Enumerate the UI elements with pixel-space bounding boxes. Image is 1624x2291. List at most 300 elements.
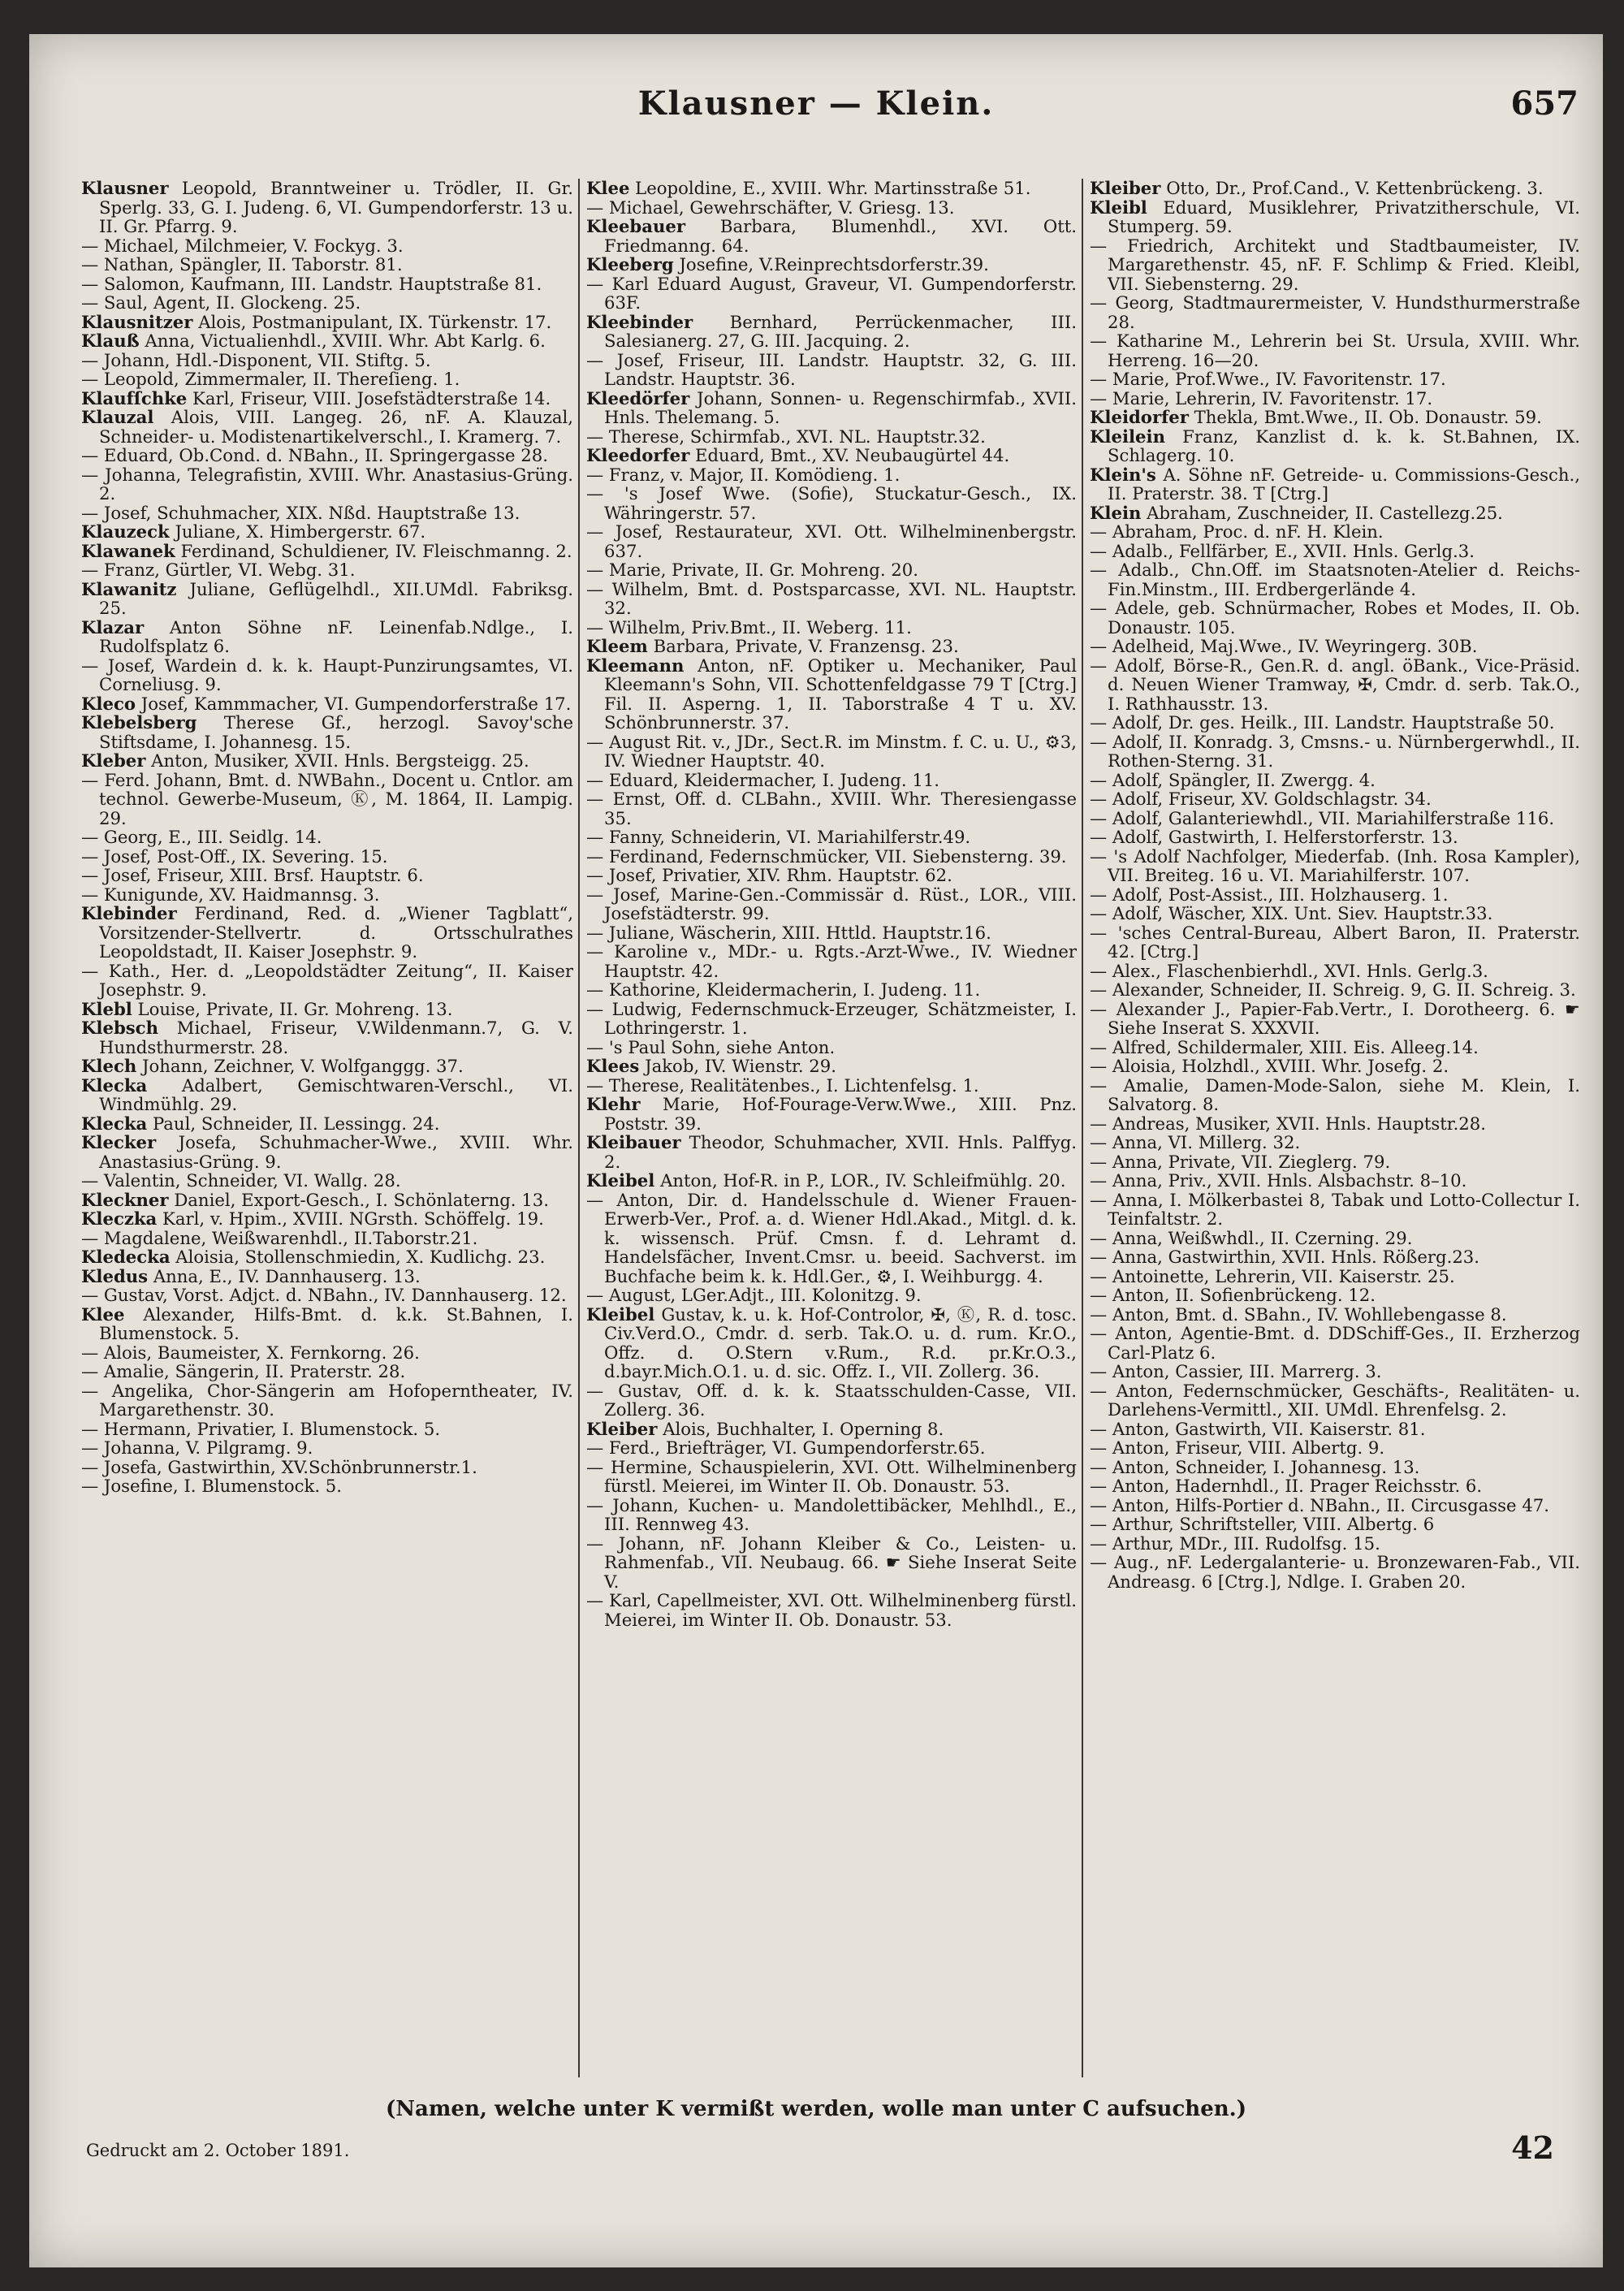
entry-details: — Andreas, Musiker, XVII. Hnls. Hauptstr.28. (1090, 1113, 1486, 1134)
entry-details: — Anton, Hadernhdl., II. Prager Reichsstr. 6. (1090, 1476, 1483, 1496)
entry-details: — Katharine M., Lehrerin bei St. Ursula, XVIII. Whr. Herreng. 16—20. (1090, 331, 1580, 370)
directory-entry (1090, 1420, 1580, 1439)
directory-entry (586, 828, 1077, 847)
entry-surname: Klee (586, 179, 630, 198)
entry-details: Alois, Postmanipulant, IX. Türkenstr. 17. (192, 311, 552, 332)
directory-entry (586, 522, 1077, 560)
entry-details: — Abraham, Proc. d. nF. H. Klein. (1090, 521, 1384, 542)
directory-entry (1090, 1476, 1580, 1496)
entry-details: — Kathorine, Kleidermacherin, I. Judeng. 11. (586, 979, 981, 1000)
entry-details: Barbara, Private, V. Franzensg. 23. (647, 636, 959, 656)
entry-surname: Klawanek (81, 540, 175, 561)
directory-page (29, 34, 1603, 2267)
directory-entry (1090, 293, 1580, 331)
entry-details: Josefine, V.Reinprechtsdorferstr.39. (673, 254, 989, 274)
directory-entry (81, 465, 573, 504)
entry-details: Ferdinand, Schuldiener, IV. Fleischmanng. 2. (175, 540, 572, 561)
entry-details: — Gustav, Vorst. Adjct. d. NBahn., IV. Dannhauserg. 12. (81, 1285, 567, 1305)
directory-entry (81, 1057, 573, 1076)
directory-entry (586, 618, 1077, 638)
entry-surname: Klebelsberg (81, 712, 197, 733)
entry-details: — Amalie, Damen-Mode-Salon, siehe M. Klein, I. Salvatorg. 8. (1090, 1074, 1580, 1114)
column-right (1082, 179, 1585, 2077)
entry-details: — Franz, v. Major, II. Komödieng. 1. (586, 464, 901, 485)
directory-entry (586, 560, 1077, 580)
entry-details: — Johann, nF. Johann Kleiber & Co., Leisten- u. Rahmenfab., VII. Neubaug. 66. ☛ Siehe Inserat Seite V. (586, 1532, 1077, 1592)
entry-details: Anna, E., IV. Dannhauserg. 13. (148, 1265, 421, 1286)
directory-entry (1090, 522, 1580, 542)
entry-surname: Klauzeck (81, 521, 170, 542)
entry-details: Gustav, k. u. k. Hof-Controlor, ✠, Ⓚ, R. d. tosc. Civ.Verd.O., Cmdr. d. serb. Tak.O. u. d. rum. Kr.O., Offz. d. O.Stern v.Rum., R.d. pr.Kr.O.3., d.bayr.Mich.O.1. u. d. sic. Offz. I., VII. Zollerg. 36. (604, 1303, 1077, 1381)
entry-details: Michael, Friseur, V.Wildenmann.7, G. V. Hundsthurmerstr. 28. (99, 1018, 573, 1057)
directory-entry (1090, 1076, 1580, 1114)
entry-details: — Adolf, Galanteriewhdl., VII. Mariahilferstraße 116. (1090, 807, 1555, 828)
entry-details: — Michael, Milchmeier, V. Fockyg. 3. (81, 235, 404, 256)
entry-surname: Klawanitz (81, 578, 177, 599)
entry-details: — Anton, Schneider, I. Johannesg. 13. (1090, 1456, 1420, 1477)
entry-details: — Antoinette, Lehrerin, VII. Kaiserstr. 25. (1090, 1265, 1455, 1286)
directory-entry (81, 1133, 573, 1171)
entry-details: — Therese, Schirmfab., XVI. NL. Hauptstr.32. (586, 426, 986, 447)
entry-details: Barbara, Blumenhdl., XVI. Ott. Friedmanng. 64. (604, 216, 1077, 256)
directory-entry (1090, 962, 1580, 981)
directory-entry (1090, 465, 1580, 504)
entry-details: — Eduard, Ob.Cond. d. NBahn., II. Springergasse 28. (81, 445, 548, 465)
entry-details: Karl, v. Hpim., XVIII. NGrsth. Schöffelg. 19. (157, 1208, 544, 1229)
directory-entry (81, 446, 573, 465)
entry-details: — 's Adolf Nachfolger, Miederfab. (Inh. Rosa Kampler), VII. Breiteg. 16 u. VI. Mariahilferstr. 107. (1090, 845, 1580, 885)
directory-entry (1090, 1057, 1580, 1076)
directory-entry (586, 1438, 1077, 1458)
directory-entry (1090, 427, 1580, 465)
directory-entry (81, 504, 573, 523)
entry-details: — Adolf, Post-Assist., III. Holzhauserg. 1. (1090, 884, 1449, 905)
directory-entry (1090, 1191, 1580, 1229)
entry-surname: Kleczka (81, 1208, 158, 1229)
directory-entry (1090, 1324, 1580, 1362)
entry-details: — Josefine, I. Blumenstock. 5. (81, 1476, 343, 1496)
entry-details: Anton, nF. Optiker u. Mechaniker, Paul Kleemann's Sohn, VII. Schottenfeldgasse 79 T [Ctrg.] Fil. II. Asperng. 1, II. Taborstraße 4 T u. XV. Schönbrunnerstr. 37. (604, 655, 1077, 733)
entry-details: — Amalie, Sängerin, II. Praterstr. 28. (81, 1361, 406, 1381)
entry-details: — Therese, Realitätenbes., I. Lichtenfelsg. 1. (586, 1074, 979, 1096)
directory-entry (81, 1171, 573, 1191)
directory-entry (81, 1114, 573, 1134)
entry-details: — Anton, Friseur, VIII. Albertg. 9. (1090, 1437, 1385, 1458)
entry-surname: Kleem (586, 636, 648, 656)
directory-entry (81, 179, 573, 236)
entry-details: Louise, Private, II. Gr. Mohreng. 13. (132, 998, 453, 1019)
directory-entry (1090, 1286, 1580, 1305)
entry-details: Anton, Hof-R. in P., LOR., IV. Schleifmühlg. 20. (654, 1170, 1066, 1191)
entry-details: — Josef, Marine-Gen.-Commissär d. Rüst., LOR., VIII. Josefstädterstr. 99. (586, 884, 1077, 923)
sheet-number: 42 (1511, 2129, 1554, 2166)
entry-details: — Magdalene, Weißwarenhdl., II.Taborstr.21. (81, 1227, 478, 1248)
entry-details: — Adalb., Chn.Off. im Staatsnoten-Atelier d. Reichs-Fin.Minstm., III. Erdbergerlände 4. (1090, 560, 1580, 599)
directory-entry (1090, 236, 1580, 294)
entry-details: Marie, Hof-Fourage-Verw.Wwe., XIII. Pnz. Poststr. 39. (604, 1094, 1077, 1134)
entry-surname: Klein (1090, 502, 1142, 523)
directory-entry (81, 313, 573, 332)
entry-surname: Kleibel (586, 1303, 655, 1325)
directory-entry (81, 1343, 573, 1363)
directory-entry (81, 1381, 573, 1420)
directory-entry (1090, 408, 1580, 427)
directory-entry (81, 1209, 573, 1229)
directory-entry (81, 1286, 573, 1305)
entry-details: — Adolf, Spängler, II. Zwergg. 4. (1090, 769, 1376, 790)
directory-entry (1090, 1362, 1580, 1381)
entry-details: Ferdinand, Red. d. „Wiener Tagblatt“, Vorsitzender-Stellvertr. d. Ortsschulrathes Leopoldstadt, II. Kaiser Josephstr. 9. (99, 903, 573, 962)
directory-entry (586, 198, 1077, 218)
entry-details: — Wilhelm, Priv.Bmt., II. Weberg. 11. (586, 616, 912, 638)
entry-details: — Karl Eduard August, Graveur, VI. Gumpendorferstr. 63F. (586, 273, 1077, 313)
entry-surname: Klee (81, 1303, 125, 1325)
entry-surname: Klausner (81, 179, 169, 198)
directory-entry (586, 1171, 1077, 1191)
directory-entry (81, 580, 573, 618)
entry-details: — Adele, geb. Schnürmacher, Robes et Modes, II. Ob. Donaustr. 105. (1090, 598, 1580, 638)
entry-details: — Marie, Prof.Wwe., IV. Favoritenstr. 17. (1090, 369, 1446, 389)
directory-entry (586, 427, 1077, 447)
entry-details: Jakob, IV. Wienstr. 29. (639, 1056, 836, 1076)
entry-details: — Anna, I. Mölkerbastei 8, Tabak und Lotto-Collectur I. Teinfaltstr. 2. (1090, 1189, 1580, 1229)
entry-surname: Kleebinder (586, 311, 693, 332)
directory-entry (81, 1267, 573, 1286)
entry-surname: Kleidorfer (1090, 407, 1189, 427)
entry-details: — Josef, Schuhmacher, XIX. Nßd. Hauptstraße 13. (81, 502, 520, 523)
entry-details: Theodor, Schuhmacher, XVII. Hnls. Palffyg. 2. (604, 1132, 1077, 1172)
directory-entry (1090, 1515, 1580, 1534)
directory-entry (81, 331, 573, 351)
directory-entry (1090, 1267, 1580, 1286)
entry-details: — Saul, Agent, II. Glockeng. 25. (81, 292, 361, 313)
entry-details: — Karl, Capellmeister, XVI. Ott. Wilhelminenberg fürstl. Meierei, im Winter II. Ob. Donaustr. 53. (586, 1590, 1077, 1630)
entry-details: Alexander, Hilfs-Bmt. d. k.k. St.Bahnen, I. Blumenstock. 5. (99, 1303, 573, 1343)
directory-entry (1090, 1000, 1580, 1038)
directory-entry (81, 370, 573, 389)
entry-details: — Anton, Dir. d. Handelsschule d. Wiener Frauen-Erwerb-Ver., Prof. a. d. Wiener Hdl.Akad., Mitgl. d. k. k. wissensch. Prüf. Cmsn. f. d. Lehramt d. Handelsfächer, Invent.Cmsr. u. beeid. Sachverst. im Buchfache beim k. k. Hdl.Ger., ⚙, I. Weihburgg. 4. (586, 1189, 1077, 1286)
entry-details: — Johann, Hdl.-Disponent, VII. Stiftg. 5. (81, 349, 431, 370)
page-number: 657 (1510, 84, 1579, 123)
directory-entry (586, 1534, 1077, 1592)
entry-surname: Klecka (81, 1074, 148, 1096)
entry-surname: Klehr (586, 1094, 641, 1114)
entry-details: — Kunigunde, XV. Haidmannsg. 3. (81, 884, 380, 905)
entry-surname: Kleilein (1090, 426, 1165, 447)
directory-entry (586, 656, 1077, 733)
directory-entry (1090, 980, 1580, 1000)
directory-entry (81, 351, 573, 370)
entry-details: — Adolf, Gastwirth, I. Helferstorferstr. 13. (1090, 827, 1458, 847)
directory-entry (1090, 1152, 1580, 1172)
directory-entry (81, 694, 573, 714)
directory-entry (81, 1476, 573, 1496)
entry-details: Abraham, Zuschneider, II. Castellezg.25. (1141, 502, 1503, 523)
entry-details: — Anton, Agentie-Bmt. d. DDSchiff-Ges., II. Erzherzog Carl-Platz 6. (1090, 1323, 1580, 1363)
entry-surname: Kledus (81, 1265, 149, 1286)
entry-details: — Salomon, Kaufmann, III. Landstr. Hauptstraße 81. (81, 273, 542, 294)
entry-details: Franz, Kanzlist d. k. k. St.Bahnen, IX. Schlagerg. 10. (1108, 426, 1580, 465)
entry-details: — Josef, Friseur, III. Landstr. Hauptstr. 32, G. III. Landstr. Hauptstr. 36. (586, 349, 1077, 389)
entry-surname: Klazar (81, 616, 145, 638)
directory-entry (1090, 389, 1580, 408)
entry-details: Thekla, Bmt.Wwe., II. Ob. Donaustr. 59. (1188, 407, 1542, 427)
directory-entry (1090, 331, 1580, 370)
directory-entry (586, 1496, 1077, 1534)
entry-surname: Klaufſchke (81, 387, 188, 408)
directory-entry (1090, 1438, 1580, 1458)
directory-entry (586, 1133, 1077, 1171)
directory-entry (586, 789, 1077, 828)
entry-details: — Gustav, Off. d. k. k. Staatsschulden-Casse, VII. Zollerg. 36. (586, 1380, 1077, 1420)
directory-entry (586, 217, 1077, 255)
directory-entry (586, 733, 1077, 771)
directory-entry (1090, 771, 1580, 790)
directory-entry (81, 1018, 573, 1057)
entry-details: — Anna, VI. Millerg. 32. (1090, 1132, 1301, 1152)
entry-surname: Kleibl (1090, 197, 1147, 218)
entry-details: — Adolf, Dr. ges. Heilk., III. Landstr. Hauptstraße 50. (1090, 712, 1555, 733)
directory-entry (1090, 1247, 1580, 1267)
entry-details: — Anton, Federnschmücker, Geschäfts-, Realitäten- u. Darlehens-Vermittl., XII. UMdl. Ehrenfelsg. 2. (1090, 1380, 1580, 1420)
entry-details: Alois, Buchhalter, I. Operning 8. (657, 1418, 944, 1439)
entry-details: — Ferd., Briefträger, VI. Gumpendorferstr.65. (586, 1437, 986, 1458)
directory-entry (1090, 1458, 1580, 1477)
directory-entry (586, 1076, 1077, 1096)
directory-entry (1090, 370, 1580, 389)
entry-details: — Anton, Gastwirth, VII. Kaiserstr. 81. (1090, 1418, 1426, 1439)
entry-details: — Josef, Wardein d. k. k. Haupt-Punzirungsamtes, VI. Corneliusg. 9. (81, 655, 573, 694)
entry-details: — Georg, E., III. Seidlg. 14. (81, 827, 322, 847)
directory-entry (1090, 828, 1580, 847)
directory-entry (586, 313, 1077, 351)
entry-details: A. Söhne nF. Getreide- u. Commissions-Gesch., II. Praterstr. 38. T [Ctrg.] (1108, 464, 1580, 504)
entry-details: — Hermine, Schauspielerin, XVI. Ott. Wilhelminenberg fürstl. Meierei, im Winter II. Ob. Donaustr. 53. (586, 1456, 1077, 1496)
directory-entry (1090, 733, 1580, 771)
directory-entry (81, 866, 573, 885)
entry-details: Johann, Sonnen- u. Regenschirmfab., XVII. Hnls. Thelemang. 5. (604, 387, 1077, 427)
directory-entry (81, 293, 573, 313)
entry-details: — Hermann, Privatier, I. Blumenstock. 5. (81, 1418, 441, 1439)
directory-entry (586, 847, 1077, 867)
entry-details: — Adolf, Börse-R., Gen.R. d. angl. öBank., Vice-Präsid. d. Neuen Wiener Tramway, ✠, Cmdr. d. serb. Tak.O., I. Rathhausstr. 13. (1090, 655, 1580, 714)
entry-surname: Kleiber (1090, 179, 1161, 198)
directory-entry (1090, 809, 1580, 828)
directory-entry (1090, 637, 1580, 656)
entry-details: — Alexander J., Papier-Fab.Vertr., I. Dorotheerg. 6. ☛ Siehe Inserat S. XXXVII. (1090, 998, 1580, 1038)
entry-details: — Johanna, V. Pilgramg. 9. (81, 1437, 313, 1458)
directory-entry (586, 923, 1077, 943)
entry-details: — August Rit. v., JDr., Sect.R. im Minstm. f. C. u. U., ⚙3, IV. Wiedner Hauptstr. 40. (586, 731, 1077, 771)
directory-entry (81, 771, 573, 828)
entry-details: Josef, Kammmacher, VI. Gumpendorferstraße 17. (135, 693, 572, 714)
entry-surname: Klauzal (81, 407, 154, 427)
entry-surname: Klecker (81, 1132, 157, 1152)
directory-entry (1090, 1038, 1580, 1057)
directory-entry (81, 389, 573, 408)
directory-entry (81, 236, 573, 256)
entry-details: Leopold, Branntweiner u. Trödler, II. Gr. Sperlg. 33, G. I. Judeng. 6, VI. Gumpendorferstr. 13 u. II. Gr. Pfarrg. 9. (99, 179, 573, 236)
entry-details: — Eduard, Kleidermacher, I. Judeng. 11. (586, 769, 940, 790)
entry-details: — Adalb., Fellfärber, E., XVII. Hnls. Gerlg.3. (1090, 540, 1475, 561)
entry-details: Karl, Friseur, VIII. Josefstädterstraße 14. (187, 387, 551, 408)
entry-surname: Kleber (81, 750, 146, 771)
entry-details: Adalbert, Gemischtwaren-Verschl., VI. Windmühlg. 29. (99, 1074, 573, 1114)
entry-details: — Kath., Her. d. „Leopoldstädter Zeitung“, II. Kaiser Josephstr. 9. (81, 960, 573, 1000)
directory-entry (1090, 1381, 1580, 1420)
entry-details: — Leopold, Zimmermaler, II. Thereſieng. 1. (81, 369, 460, 389)
directory-entry (586, 484, 1077, 522)
entry-details: — Anton, Hilfs-Portier d. NBahn., II. Circusgasse 47. (1090, 1494, 1550, 1515)
entry-details: — Anna, Private, VII. Zieglerg. 79. (1090, 1151, 1391, 1172)
directory-entry (1090, 1171, 1580, 1191)
entry-details: — 's Paul Sohn, siehe Anton. (586, 1036, 836, 1057)
entry-details: — Josef, Restaurateur, XVI. Ott. Wilhelminenbergstr. 637. (586, 521, 1077, 561)
entry-details: Johann, Zeichner, V. Wolfganggg. 37. (136, 1056, 464, 1076)
entry-details: — Marie, Lehrerin, IV. Favoritenstr. 17. (1090, 387, 1433, 408)
entry-details: — Josef, Friseur, XIII. Brsf. Hauptstr. 6. (81, 865, 424, 885)
entry-surname: Kleedörfer (586, 387, 690, 408)
directory-entry (81, 408, 573, 446)
entry-details: — Anton, II. Sofienbrückeng. 12. (1090, 1285, 1376, 1305)
directory-entry (1090, 904, 1580, 923)
directory-entry (586, 1000, 1077, 1038)
entry-details: — Georg, Stadtmaurermeister, V. Hundsthurmerstraße 28. (1090, 292, 1580, 332)
directory-entry (81, 274, 573, 294)
column-middle (578, 179, 1082, 2077)
entry-details: — Juliane, Wäscherin, XIII. Httld. Hauptstr.16. (586, 922, 991, 943)
running-title: Klausner — Klein. (637, 84, 995, 123)
entry-details: Aloisia, Stollenschmiedin, X. Kudlichg. 23. (170, 1247, 546, 1267)
directory-entry (81, 1229, 573, 1248)
directory-entry (1090, 1114, 1580, 1134)
directory-entry (81, 255, 573, 274)
directory-entry (586, 255, 1077, 274)
directory-entry (1090, 1229, 1580, 1248)
entry-details: — Adolf, Friseur, XV. Goldschlagstr. 34. (1090, 789, 1432, 809)
entry-details: — Wilhelm, Bmt. d. Postsparcasse, XVI. NL. Hauptstr. 32. (586, 578, 1077, 618)
entry-details: — Alois, Baumeister, X. Fernkorng. 26. (81, 1342, 420, 1363)
entry-surname: Klech (81, 1056, 137, 1076)
directory-entry (1090, 504, 1580, 523)
entry-details: — Josef, Post-Off., IX. Severing. 15. (81, 845, 388, 867)
entry-details: Eduard, Bmt., XV. Neubaugürtel 44. (689, 445, 1010, 465)
directory-entry (586, 179, 1077, 198)
entry-details: — Aug., nF. Ledergalanterie- u. Bronzewaren-Fab., VII. Andreasg. 6 [Ctrg.], Ndlge. I. Graben 20. (1090, 1552, 1580, 1592)
directory-columns (75, 179, 1587, 2077)
directory-entry (81, 542, 573, 561)
directory-entry (586, 446, 1077, 465)
directory-entry (81, 885, 573, 905)
directory-entry (1090, 198, 1580, 236)
directory-entry (81, 1191, 573, 1210)
directory-entry (586, 1191, 1077, 1286)
directory-entry (586, 1420, 1077, 1439)
entry-details: — Ludwig, Federnschmuck-Erzeuger, Schätzmeister, I. Lothringerstr. 1. (586, 998, 1077, 1038)
directory-entry (1090, 789, 1580, 809)
entry-surname: Kleibauer (586, 1132, 681, 1152)
directory-entry (1090, 713, 1580, 733)
directory-entry (81, 1420, 573, 1439)
entry-surname: Kleibel (586, 1170, 655, 1191)
entry-details: — Ferd. Johann, Bmt. d. NWBahn., Docent u. Cntlor. am technol. Gewerbe-Museum, Ⓚ, M. 1864, II. Lampig. 29. (81, 769, 573, 828)
directory-entry (1090, 847, 1580, 885)
entry-surname: Klein's (1090, 464, 1156, 485)
entry-details: — Josef, Privatier, XIV. Rhm. Hauptstr. 62. (586, 865, 952, 885)
directory-entry (81, 962, 573, 1000)
directory-entry (586, 1057, 1077, 1076)
entry-surname: Kleedorfer (586, 445, 690, 465)
directory-entry (81, 656, 573, 694)
page-header (29, 84, 1603, 141)
directory-entry (586, 1095, 1077, 1133)
entry-surname: Klecka (81, 1113, 148, 1134)
directory-entry (586, 866, 1077, 885)
entry-details: Eduard, Musiklehrer, Privatzitherschule, VI. Stumperg. 59. (1108, 197, 1580, 236)
entry-surname: Klebinder (81, 903, 177, 923)
entry-details: — Alfred, Schildermaler, XIII. Eis. Alleeg.14. (1090, 1036, 1479, 1057)
directory-entry (1090, 923, 1580, 962)
directory-entry (81, 1438, 573, 1458)
directory-entry (1090, 885, 1580, 905)
entry-details: Alois, VIII. Langeg. 26, nF. A. Klauzal, Schneider- u. Modistenartikelverschl., I. Kramerg. 7. (99, 407, 573, 447)
directory-entry (586, 1591, 1077, 1629)
entry-details: Josefa, Schuhmacher-Wwe., XVIII. Whr. Anastasius-Grüng. 9. (99, 1132, 573, 1172)
print-date: Gedruckt am 2. October 1891. (86, 2141, 350, 2160)
entry-details: — Adolf, Wäscher, XIX. Unt. Siev. Hauptstr.33. (1090, 903, 1493, 923)
entry-surname: Kleeberg (586, 254, 674, 274)
entry-surname: Klauß (81, 331, 140, 351)
entry-details: — Alex., Flaschenbierhdl., XVI. Hnls. Gerlg.3. (1090, 960, 1488, 981)
entry-surname: Kleemann (586, 655, 685, 676)
directory-entry (81, 751, 573, 771)
entry-details: Anton, Musiker, XVII. Hnls. Bergsteigg. 25. (145, 750, 529, 771)
entry-surname: Klebl (81, 998, 132, 1019)
directory-entry (81, 1000, 573, 1019)
entry-surname: Kleiber (586, 1418, 658, 1439)
entry-details: — Anna, Gastwirthin, XVII. Hnls. Rößerg.23. (1090, 1247, 1480, 1267)
directory-entry (586, 389, 1077, 427)
entry-surname: Klebsch (81, 1018, 158, 1038)
directory-entry (586, 771, 1077, 790)
directory-entry (81, 1076, 573, 1114)
directory-entry (1090, 1133, 1580, 1152)
column-left (75, 179, 578, 2077)
entry-details: — Adelheid, Maj.Wwe., IV. Weyringerg. 30B. (1090, 636, 1478, 656)
entry-details: — Anton, Cassier, III. Marrerg. 3. (1090, 1361, 1382, 1381)
entry-details: — Marie, Private, II. Gr. Mohreng. 20. (586, 560, 918, 580)
directory-entry (81, 560, 573, 580)
directory-entry (1090, 656, 1580, 714)
entry-details: Leopoldine, E., XVIII. Whr. Martinsstraße 51. (629, 179, 1031, 198)
entry-surname: Kledecka (81, 1247, 171, 1267)
entry-details: — Arthur, Schriftsteller, VIII. Albertg. 6 (1090, 1514, 1435, 1534)
entry-details: — Alexander, Schneider, II. Schreig. 9, G. II. Schreig. 3. (1090, 979, 1576, 1000)
entry-details: Anna, Victualienhdl., XVIII. Whr. Abt Karlg. 6. (139, 331, 546, 351)
entry-details: — 's Josef Wwe. (Sofie), Stuckatur-Gesch., IX. Währingerstr. 57. (586, 483, 1077, 523)
directory-entry (81, 522, 573, 542)
entry-details: — Aloisia, Holzhdl., XVIII. Whr. Josefg. 2. (1090, 1056, 1449, 1076)
directory-entry (586, 351, 1077, 389)
directory-entry (1090, 1305, 1580, 1325)
directory-entry (586, 637, 1077, 656)
directory-entry (81, 1247, 573, 1267)
entry-details: — Michael, Gewehrschäfter, V. Griesg. 13. (586, 197, 955, 218)
directory-entry (81, 904, 573, 962)
directory-entry (586, 274, 1077, 313)
directory-entry (1090, 599, 1580, 637)
entry-details: — Johann, Kuchen- u. Mandolettibäcker, Mehlhdl., E., III. Rennweg 43. (586, 1494, 1077, 1534)
